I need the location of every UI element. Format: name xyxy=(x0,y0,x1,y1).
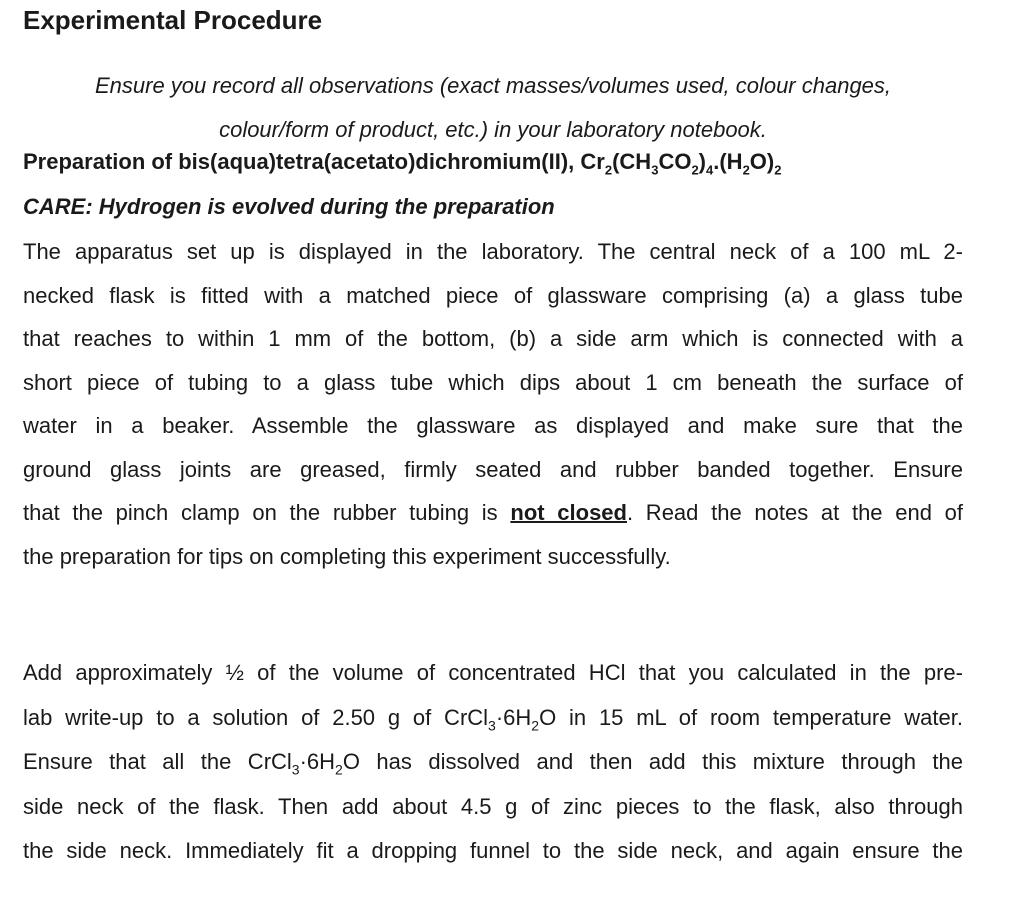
line-text: . Read the notes at the end of xyxy=(626,500,963,525)
formula-sub: 2 xyxy=(691,162,699,178)
care-warning: CARE: Hydrogen is evolved during the preparation xyxy=(23,194,555,219)
line-text: O in 15 mL of room temperature water. xyxy=(539,704,963,730)
formula-sub: 2 xyxy=(742,162,750,178)
formula-sub: 2 xyxy=(335,761,343,778)
line-text: Ensure that all the CrCl xyxy=(23,749,292,774)
line-text: lab write-up to a solution of 2.50 g of CrCl xyxy=(23,704,489,730)
paragraph-line xyxy=(23,740,963,785)
line-text: ·6H xyxy=(299,749,336,774)
formula-sub: 2 xyxy=(604,162,613,178)
paragraph-procedure xyxy=(23,651,963,874)
paragraph-line: necked flask is fitted with a matched piece of glassware comprising (a) a glass tube xyxy=(23,282,963,308)
page-title: Experimental Procedure xyxy=(23,5,323,35)
formula-part: .(H xyxy=(713,149,743,174)
line-text: ·6H xyxy=(495,704,532,730)
formula-sub: 2 xyxy=(774,162,782,178)
paragraph-line: ground glass joints are greased, firmly seated and rubber banded together. Ensure xyxy=(23,456,963,482)
formula-part: ) xyxy=(698,149,706,174)
heading-text: Preparation of bis(aqua)tetra(acetato)dichromium(II), Cr xyxy=(23,149,605,174)
intro-line-2: colour/form of product, etc.) in your laboratory notebook. xyxy=(219,117,767,142)
paragraph-line: The apparatus set up is displayed in the laboratory. The central neck of a 100 mL 2- xyxy=(23,239,963,264)
paragraph-line: side neck of the flask. Then add about 4.5 g of zinc pieces to the flask, also through xyxy=(23,793,963,819)
formula-sub: 4 xyxy=(706,162,714,178)
paragraph-line: short piece of tubing to a glass tube which dips about 1 cm beneath the surface of xyxy=(23,369,963,395)
formula-sub: 3 xyxy=(488,716,496,733)
paragraph-line: that reaches to within 1 mm of the bottom, (b) a side arm which is connected with a xyxy=(23,326,963,351)
paragraph-line xyxy=(23,491,963,535)
formula-part: CO xyxy=(658,149,692,174)
emphasis-not-closed: not closed xyxy=(510,500,627,525)
line-text: O has dissolved and then add this mixture through the xyxy=(342,749,963,774)
line-text: that the pinch clamp on the rubber tubing is xyxy=(23,500,511,525)
formula-part: (CH xyxy=(612,149,652,174)
paragraph-line: the preparation for tips on completing this experiment successfully. xyxy=(23,543,671,569)
intro-note xyxy=(23,64,963,152)
formula-sub: 3 xyxy=(291,761,300,778)
intro-line-1: Ensure you record all observations (exact masses/volumes used, colour changes, xyxy=(94,73,892,98)
formula-sub: 2 xyxy=(531,716,540,733)
formula-part: O) xyxy=(749,149,775,174)
paragraph-line: water in a beaker. Assemble the glassware as displayed and make sure that the xyxy=(23,413,963,438)
paragraph-apparatus xyxy=(23,230,963,578)
paragraph-line xyxy=(23,696,963,741)
section-heading xyxy=(23,149,781,177)
paragraph-line: the side neck. Immediately fit a dropping funnel to the side neck, and again ensure the xyxy=(23,838,963,863)
paragraph-line: Add approximately ½ of the volume of concentrated HCl that you calculated in the pre- xyxy=(23,660,963,685)
formula-sub: 3 xyxy=(651,162,659,178)
